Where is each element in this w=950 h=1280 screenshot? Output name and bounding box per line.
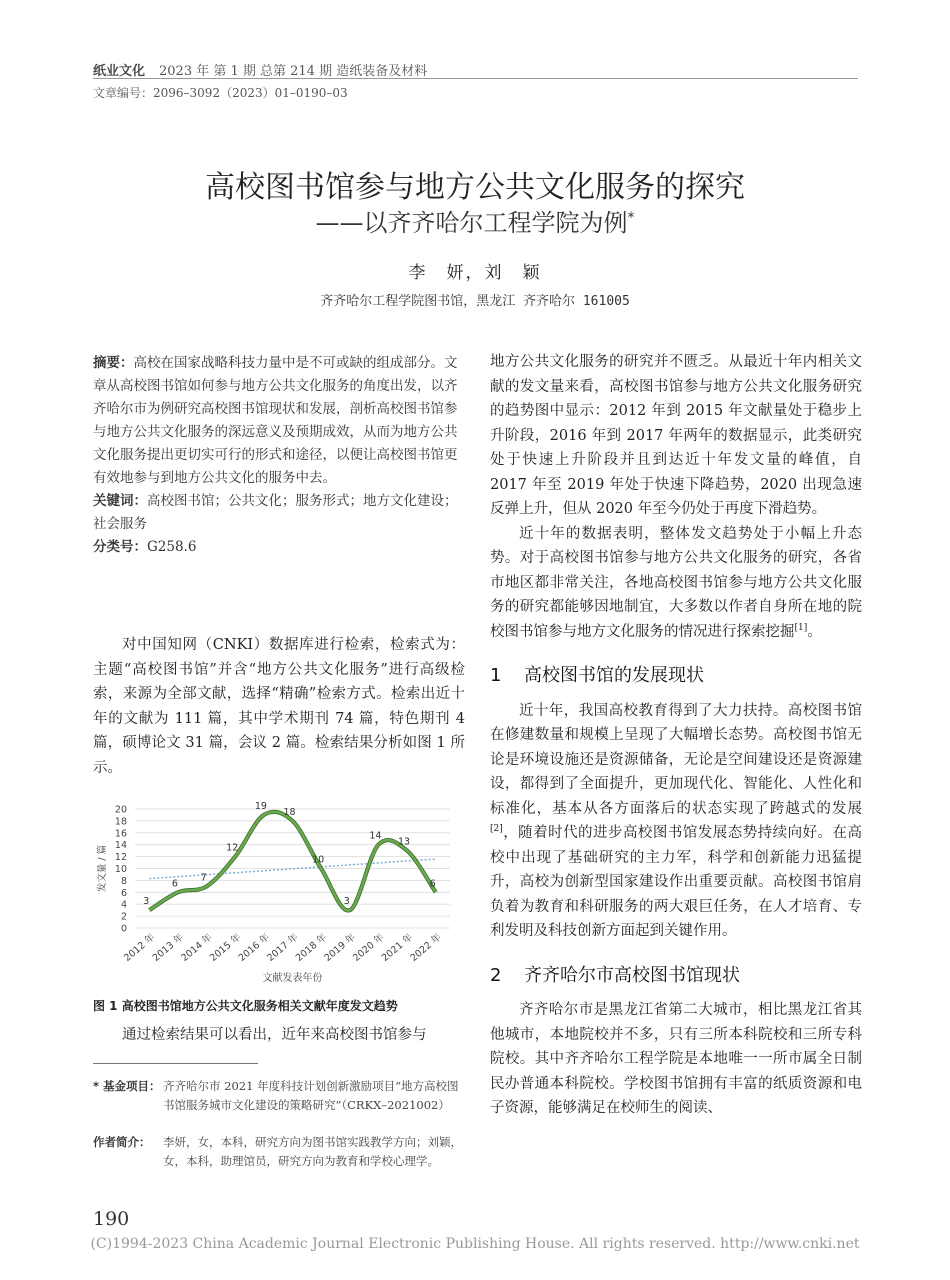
article-number: 文章编号：2096–3092（2023）01–0190–03: [93, 86, 348, 100]
x-tick-label: 2015 年: [207, 931, 244, 964]
author-bio-label: 作者简介：: [93, 1135, 151, 1149]
affiliation: 齐齐哈尔工程学院图书馆，黑龙江 齐齐哈尔 161005: [320, 294, 630, 309]
right-body: [490, 350, 862, 1121]
body-paragraph: 通过检索结果可以看出，近年来高校图书馆参与: [122, 1027, 427, 1043]
figure-caption: 图 1 高校图书馆地方公共文化服务相关文献年度发文趋势: [93, 999, 398, 1013]
y-tick-label: 18: [114, 816, 127, 828]
citation-ref: [1]: [794, 622, 808, 633]
subtitle-footnote-mark: *: [627, 210, 635, 226]
author-bio-text: 李妍，女，本科，研究方向为图书馆实践教学方向；刘颖，女，本科，助理馆员，研究方向为教育和学校心理学。: [163, 1135, 462, 1168]
citation-ref: [2]: [490, 824, 503, 835]
page-number: 190: [93, 1208, 130, 1230]
copyright-notice: (C)1994-2023 China Academic Journal Electronic Publishing House. All rights reserved. http://www.cnki.net: [90, 1236, 860, 1252]
x-tick-label: 2016 年: [236, 931, 272, 964]
issue-info: 2023 年 第 1 期 总第 214 期 造纸装备及材料: [159, 64, 428, 79]
y-tick-label: 20: [114, 804, 127, 816]
keywords: [93, 490, 465, 536]
x-axis-label: 文献发表年份: [262, 973, 323, 984]
body-paragraph: 地方公共文化服务的研究并不匮乏。从最近十年内相关文献的发文量来看，高校图书馆参与地方公共文化服务研究的趋势图中显示：2012 年到 2015 年文献量处于稳步上升阶段，2016 年到 2017 年两年的数据显示，此类研究处于快速上升阶段并且到达近十年发文量的峰值，自 2017 年至 2019 年处于快速下降趋势，2020 出现急速反弹上升，但从 2020 年至今仍处于再度下滑趋势。: [490, 354, 862, 517]
fund-text: 齐齐哈尔市 2021 年度科技计划创新激励项目“地方高校图书馆服务城市文化建设的策略研究”（CRKX–2021002）: [163, 1079, 459, 1112]
journal-name: 纸业文化: [93, 64, 146, 79]
x-tick-label: 2014 年: [179, 931, 215, 964]
section-title: 高校图书馆的发展现状: [524, 665, 704, 686]
data-label: 14: [369, 830, 382, 842]
data-label: 18: [283, 806, 296, 818]
y-tick-label: 4: [120, 899, 127, 911]
fund-label: * 基金项目：: [93, 1079, 161, 1093]
x-tick-label: 2021 年: [379, 931, 415, 964]
section-title: 齐齐哈尔市高校图书馆现状: [524, 964, 740, 986]
paragraph-text: 近十年的数据表明，整体发文趋势处于小幅上升态势。对于高校图书馆参与地方公共文化服务的研究，各省市地区都非常关注，各地高校图书馆参与地方公共文化服务的研究都能够因地制宜，大多数以作者自身所在地的院校图书馆参与地方文化服务的情况进行探索挖掘: [490, 525, 862, 640]
x-tick-label: 2013 年: [150, 931, 186, 964]
paper-subtitle: [0, 203, 950, 238]
footnote-author: [93, 1133, 465, 1171]
y-tick-label: 10: [114, 864, 127, 875]
y-tick-label: 0: [120, 923, 127, 935]
x-tick-label: 2022 年: [408, 931, 444, 964]
section-heading-2: [490, 964, 862, 989]
data-label: 13: [397, 836, 411, 848]
x-tick-label: 2019 年: [322, 931, 358, 964]
paragraph-text: 近十年，我国高校教育得到了大力扶持。高校图书馆在修建数量和规模上呈现了大幅增长态势。高校图书馆无论是环境设施还是资源储备，无论是空间建设还是资源建设，都得到了全面提升，更加现代化、智能化、人性化和标准化，基本从各方面落后的状态实现了跨越式的发展: [490, 702, 862, 817]
paper-title: 高校图书馆参与地方公共文化服务的探究: [205, 170, 745, 205]
authors: 李 妍，刘 颖: [408, 263, 542, 283]
y-axis-label: 发文量 / 篇: [97, 844, 108, 893]
classification: [93, 536, 465, 559]
x-tick-label: 2012 年: [122, 931, 158, 964]
paragraph-text: ，随着时代的进步高校图书馆发展态势持续向好。在高校中出现了基础研究的主力军，科学和创新能力迅猛提升，高校为创新型国家建设作出重要贡献。高校图书馆肩负着为教育和科研服务的两大艰巨任务，在人才培育、专利发明及科技创新方面起到关键作用。: [490, 825, 862, 939]
data-label: 19: [254, 800, 267, 812]
subtitle-text: ——以齐齐哈尔工程学院为例: [315, 209, 628, 237]
paragraph-end: 。: [807, 623, 822, 640]
classification-code: G258.6: [147, 539, 197, 555]
data-label: 3: [343, 896, 350, 908]
y-tick-label: 6: [120, 887, 127, 899]
x-tick-label: 2018 年: [293, 931, 330, 964]
section-number: 2: [490, 964, 502, 986]
y-tick-label: 2: [120, 911, 127, 923]
body-paragraph: [490, 522, 862, 645]
section-heading-1: [490, 664, 862, 689]
data-label: 12: [226, 842, 239, 854]
left-body-continued: [93, 1023, 465, 1048]
data-label: 3: [143, 896, 150, 908]
footnote-rule: [93, 1063, 258, 1064]
y-tick-label: 16: [114, 828, 127, 840]
data-label: 10: [312, 854, 325, 866]
y-tick-label: 14: [114, 840, 127, 852]
section-number: 1: [490, 665, 502, 686]
footnote-fund: [93, 1077, 465, 1115]
body-paragraph: 齐齐哈尔市是黑龙江省第二大城市，相比黑龙江省其他城市，本地院校并不多，只有三所本科院校和三所专科院校。其中齐齐哈尔工程学院是本地唯一一所市属全日制民办普通本科院校。学校图书馆拥有丰富的纸质资源和电子资源，能够满足在校师生的阅读、: [490, 1002, 862, 1116]
data-label: 7: [200, 872, 207, 884]
keywords-text: 高校图书馆；公共文化；服务形式；地方文化建设；社会服务: [93, 493, 458, 532]
x-tick-label: 2020 年: [351, 931, 387, 964]
abstract-block: [93, 352, 465, 559]
y-tick-label: 12: [114, 852, 127, 864]
abstract-text: 高校在国家战略科技力量中是不可或缺的组成部分。文章从高校图书馆如何参与地方公共文化服务的角度出发，以齐齐哈尔市为例研究高校图书馆现状和发展，剖析高校图书馆参与地方公共文化服务的深远意义及预期成效，从而为地方公共文化服务提出更切实可行的形式和途径，以便让高校图书馆更有效地参与到地方公共文化的服务中去。: [93, 355, 458, 486]
abstract: [93, 352, 465, 490]
publication-trend-chart: [93, 795, 465, 990]
data-label: 6: [171, 878, 178, 890]
y-tick-label: 8: [120, 875, 127, 887]
data-label: 6: [429, 878, 436, 890]
body-paragraph: 对中国知网（CNKI）数据库进行检索，检索式为：主题“高校图书馆”并含“地方公共文化服务”进行高级检索，来源为全部文献，选择“精确”检索方式。检索出近十年的文献为 111 篇，其中学术期刊 74 篇，特色期刊 4 篇，硕博论文 31 篇，会议 2 篇。检索结果分析如图 1 所示。: [93, 637, 465, 776]
x-tick-labels: [121, 931, 444, 964]
x-tick-label: 2017 年: [265, 931, 301, 964]
classification-label: 分类号：: [93, 539, 147, 555]
header-rule: [93, 78, 858, 79]
left-body: [93, 633, 465, 780]
running-header: [93, 60, 427, 79]
abstract-label: 摘要：: [93, 355, 134, 371]
keywords-label: 关键词：: [93, 493, 147, 509]
y-tick-labels: [115, 805, 127, 935]
body-paragraph: [490, 699, 862, 944]
